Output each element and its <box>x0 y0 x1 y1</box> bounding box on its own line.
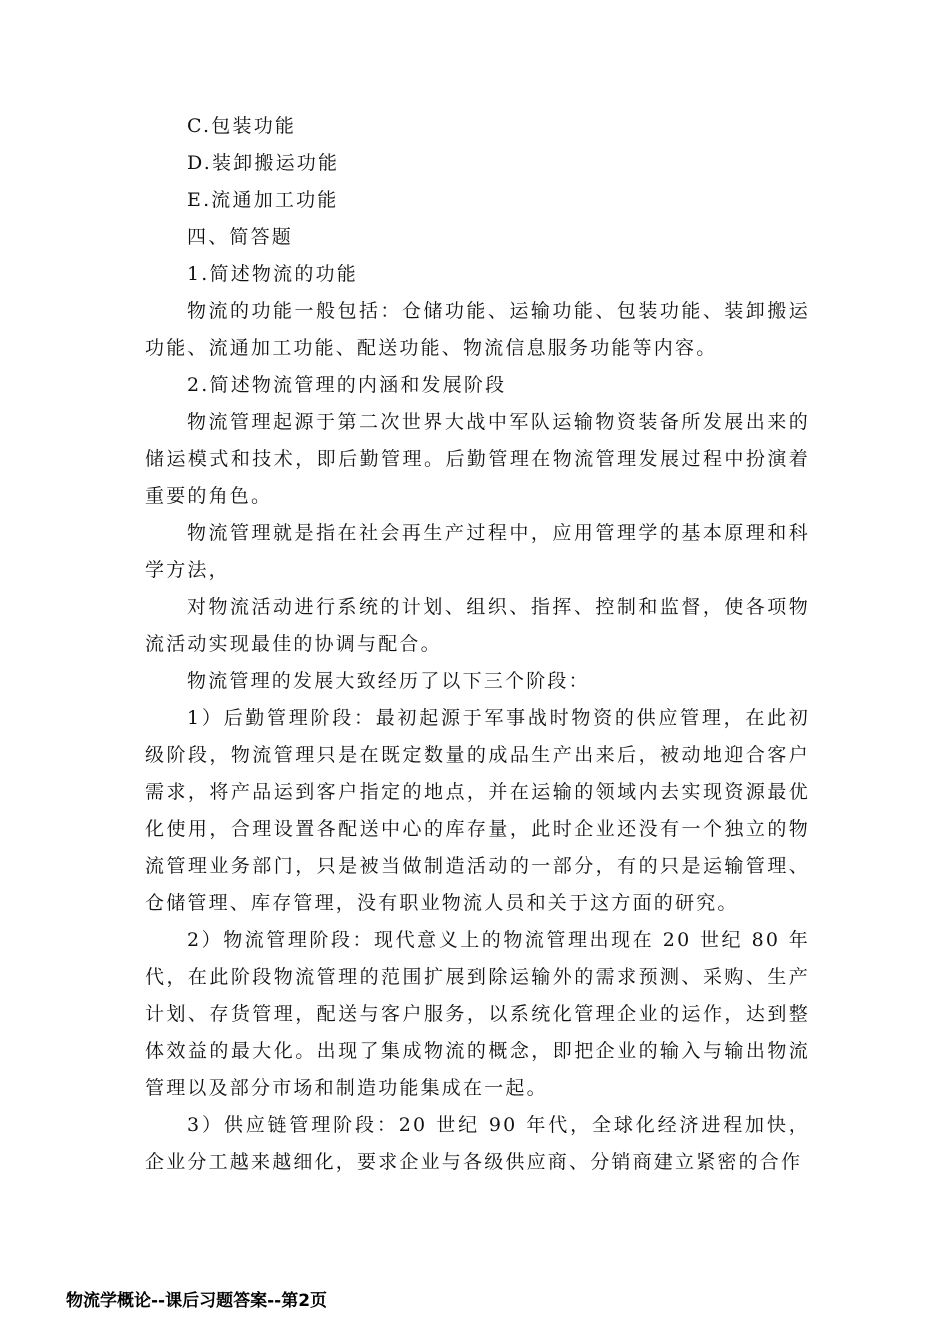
question-1-title: 1.简述物流的功能 <box>187 263 358 285</box>
section-heading: 四、简答题 <box>187 226 294 248</box>
page-footer: 物流学概论--课后习题答案--第2页 <box>66 1291 328 1311</box>
question-2-paragraph-origin: 物流管理起源于第二次世界大战中军队运输物资装备所发展出来的储运模式和技术，即后勤管理。后勤管理在物流管理发展过程中扮演着重要的角色。 <box>145 411 810 507</box>
question-2-title: 2.简述物流管理的内涵和发展阶段 <box>187 374 507 396</box>
question-2-paragraph-stages-intro: 物流管理的发展大致经历了以下三个阶段： <box>187 670 590 692</box>
question-2-paragraph-definition-cont: 对物流活动进行系统的计划、组织、指挥、控制和监督，使各项物流活动实现最佳的协调与配合。 <box>145 596 810 655</box>
option-d: D.装卸搬运功能 <box>187 152 340 174</box>
question-2-paragraph-definition: 物流管理就是指在社会再生产过程中，应用管理学的基本原理和科学方法， <box>145 522 810 581</box>
question-1-answer: 物流的功能一般包括：仓储功能、运输功能、包装功能、装卸搬运功能、流通加工功能、配送功能、物流信息服务功能等内容。 <box>145 300 810 359</box>
question-2-stage-2: 2）物流管理阶段：现代意义上的物流管理出现在 20 世纪 80 年代，在此阶段物流管理的范围扩展到除运输外的需求预测、采购、生产计划、存货管理，配送与客户服务，以系统化管理企业的运作，达到整体效益的最大化。出现了集成物流的概念，即把企业的输入与输出物流管理以及部分市场和制造功能集成在一起。 <box>145 929 810 1099</box>
question-2-stage-1: 1）后勤管理阶段：最初起源于军事战时物资的供应管理，在此初级阶段，物流管理只是在既定数量的成品生产出来后，被动地迎合客户需求，将产品运到客户指定的地点，并在运输的领域内去实现资源最优化使用，合理设置各配送中心的库存量，此时企业还没有一个独立的物流管理业务部门，只是被当做制造活动的一部分，有的只是运输管理、仓储管理、库存管理，没有职业物流人员和关于这方面的研究。 <box>145 707 810 914</box>
option-e: E.流通加工功能 <box>187 189 339 211</box>
option-c: C.包装功能 <box>187 115 297 137</box>
question-2-stage-3: 3）供应链管理阶段：20 世纪 90 年代，全球化经济进程加快，企业分工越来越细化，要求企业与各级供应商、分销商建立紧密的合作 <box>145 1114 810 1173</box>
document-body <box>145 108 810 1181</box>
